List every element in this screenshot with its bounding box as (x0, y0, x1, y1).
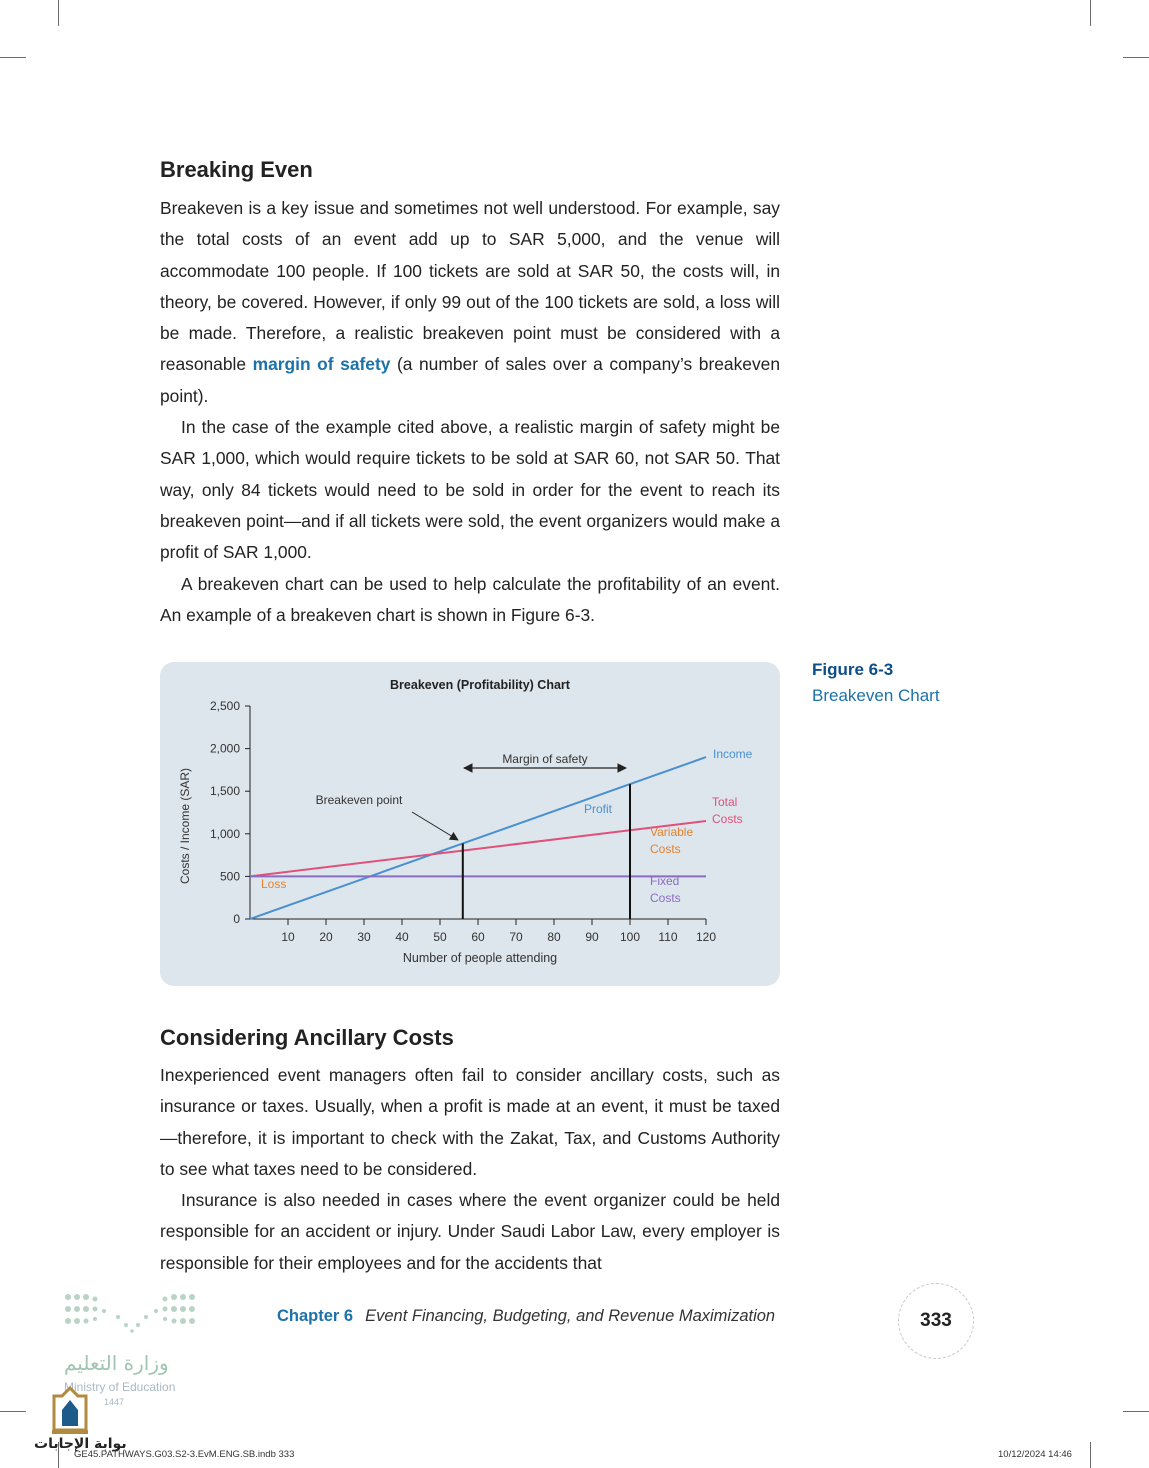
breakeven-chart (160, 662, 780, 986)
crop-mark (1090, 0, 1091, 26)
section-heading-ancillary-costs: Considering Ancillary Costs (160, 1025, 454, 1050)
x-tick-label: 120 (695, 930, 717, 944)
y-tick-label: 1,500 (209, 784, 240, 799)
paragraph: Inexperienced event managers often fail to consider ancillary costs, such as insurance or taxes. Usually, when a profit is made at an event, it must be taxed—therefore, it is important to check with the Zakat, Tax, and Customs Authority to see what taxes need to be considered. (160, 1065, 780, 1179)
ministry-year: 1447 (104, 1397, 125, 1407)
breakeven-point-label: Breakeven point (315, 793, 403, 807)
fixed-costs-label-line1: Fixed (650, 874, 680, 888)
y-tick-label: 500 (219, 869, 240, 884)
paragraph-text: (a number of sales over a company’s breakeven point). (160, 354, 780, 406)
paragraph: A breakeven chart can be used to help calculate the profitability of an event. An example of a breakeven chart is shown in Figure 6-3. (160, 573, 780, 625)
total-costs-label-line2: Costs (712, 812, 743, 826)
breaking-even-text (160, 193, 780, 631)
variable-costs-label-line2: Costs (650, 842, 681, 856)
x-tick-label: 60 (471, 930, 485, 944)
fixed-costs-label-line2: Costs (650, 891, 681, 905)
watermark-text: بوابة الإجابات (34, 1436, 127, 1452)
x-tick-label: 90 (585, 930, 599, 944)
figure-caption (812, 660, 940, 706)
paragraph: Insurance is also needed in cases where the event organizer could be held responsible for an accident or injury. Under Saudi Labor Law, every employer is responsible for their employees and for the accidents that (160, 1190, 780, 1273)
paragraph (160, 193, 780, 412)
x-tick-label: 50 (433, 930, 447, 944)
profit-label: Profit (583, 802, 613, 816)
ministry-name-arabic: وزارة التعليم (64, 1351, 169, 1375)
x-axis-label: Number of people attending (402, 951, 558, 965)
total-costs-label-line1: Total (712, 795, 738, 809)
chart-series (250, 757, 706, 919)
crop-mark (1123, 1411, 1149, 1412)
crop-mark (0, 57, 26, 58)
ministry-logo-dots (62, 1291, 202, 1341)
chapter-number: Chapter 6 (277, 1307, 354, 1325)
x-tick-label: 30 (357, 930, 371, 944)
ancillary-costs-text (160, 1060, 780, 1279)
series-line-total-costs (250, 821, 706, 876)
y-tick-label: 2,000 (209, 741, 240, 756)
crop-mark (1123, 57, 1149, 58)
print-slug-date: 10/12/2024 14:46 (998, 1449, 1072, 1460)
lantern-emblem-icon (48, 1386, 92, 1436)
y-tick-label: 0 (233, 912, 240, 926)
print-slug-file: GE45.PATHWAYS.G03.S2-3.EvM.ENG.SB.indb 333 (74, 1449, 295, 1460)
y-tick-label: 2,500 (209, 699, 240, 713)
x-tick-label: 110 (658, 930, 678, 944)
income-label: Income (713, 747, 753, 761)
paragraph: In the case of the example cited above, a realistic margin of safety might be SAR 1,000, which would require tickets to be sold at SAR 60, not SAR 50. That way, only 84 tickets would need to be sold in order for the event to reach its breakeven point—and if all tickets were sold, the event organizers would make a profit of SAR 1,000. (160, 417, 780, 563)
figure-title: Breakeven Chart (812, 686, 940, 705)
chart-title: Breakeven (Profitability) Chart (390, 678, 570, 692)
chapter-footer (277, 1307, 775, 1326)
crop-mark (58, 0, 59, 26)
ministry-name-english: Ministry of Education (64, 1380, 176, 1394)
y-tick-label: 1,000 (209, 826, 240, 841)
x-tick-label: 40 (395, 930, 409, 944)
margin-of-safety-label: Margin of safety (502, 752, 588, 766)
loss-label: Loss (261, 877, 287, 891)
x-tick-label: 10 (281, 930, 295, 944)
x-tick-label: 20 (319, 930, 333, 944)
section-heading-breaking-even: Breaking Even (160, 157, 313, 182)
y-axis-label: Costs / Income (SAR) (178, 767, 192, 885)
series-line-income (250, 757, 706, 919)
crop-mark (1090, 1442, 1091, 1468)
x-tick-label: 100 (619, 930, 641, 944)
x-tick-label: 80 (547, 930, 561, 944)
page-number: 333 (898, 1283, 974, 1359)
chapter-title: Event Financing, Budgeting, and Revenue Maximization (365, 1307, 776, 1325)
figure-number: Figure 6-3 (812, 660, 894, 679)
breakeven-point-pointer (412, 812, 458, 840)
variable-costs-label-line1: Variable (650, 825, 694, 839)
x-tick-label: 70 (509, 930, 523, 944)
crop-mark (0, 1411, 26, 1412)
paragraph-text: Breakeven is a key issue and sometimes not well understood. For example, say the total costs of an event add up to SAR 5,000, and the venue will accommodate 100 people. If 100 tickets are sold at SAR 50, the costs will, in theory, be covered. However, if only 99 out of the 100 tickets are sold, a loss will be made. Therefore, a realistic breakeven point must be considered with a reasonable (160, 198, 780, 375)
breakeven-chart-panel (160, 662, 780, 986)
key-term-margin-of-safety: margin of safety (252, 354, 391, 375)
